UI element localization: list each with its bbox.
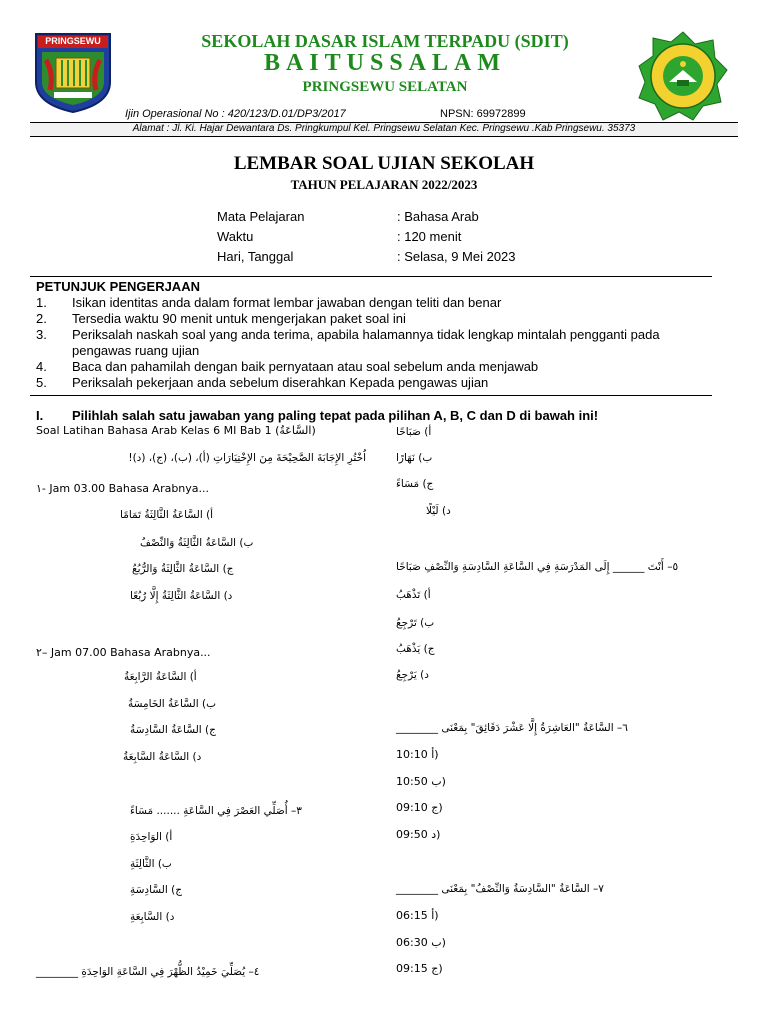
petunjuk-item: Tersedia waktu 90 menit untuk mengerjakan paket soal ini [72,311,406,326]
instruction-arabic: اُخْتُرِ الإِجَابَةَ الصَّحِيْحَةَ مِنَ الإِخْتِيَارَاتِ (أ)، (ب)، (ج)، (د)! [128,452,366,464]
q6-value-d: 09:50 [396,828,428,841]
q6-letter-a: أ) [431,748,439,761]
npsn: NPSN: 69972899 [440,108,526,120]
q5-option-b: ب) تَرْجِعُ [396,617,435,629]
page-subtitle: TAHUN PELAJARAN 2022/2023 [290,177,478,192]
q6-option-a [396,748,439,761]
page-title: LEMBAR SOAL UJIAN SEKOLAH [233,153,535,174]
q7-value-c: 09:15 [396,962,428,975]
q6-value-a: 10:10 [396,748,428,761]
q1-option-d: د) السَّاعَةُ الثَّالِثَةُ إِلَّا رُبُعًا [130,590,233,602]
q3-option-c: ج) السَّادِسَةِ [130,884,182,896]
section-number: I. [36,408,44,423]
q6-letter-b: ب) [431,775,446,788]
q4-option-a: أ) صَبَاحًا [396,426,432,438]
q2-option-d: د) السَّاعَةُ السَّابِعَةُ [123,751,202,763]
address-bar: Alamat : Jl. Ki. Hajar Dewantara Ds. Pringkumpul Kel. Pringsewu Selatan Kec. Pringsewu .Kab Pringsewu. 35373 [30,122,738,137]
info-value-time: : 120 menit [397,229,462,244]
q6-option-c [396,801,443,814]
pringsewu-logo [32,30,114,114]
q7-option-c [396,962,443,975]
question-6: ٦– السَّاعَةُ "العَاشِرَةُ إِلَّا عَشْرَ دَقَائِقَ" بِمَعْنَى ________ [396,722,628,734]
logo-left-label: PRINGSEWU [45,36,101,46]
q7-value-b: 06:30 [396,936,428,949]
q1-option-a: أ) السَّاعَةُ الثَّالِثَةُ تَمَامًا [120,509,214,521]
question-7: ٧– السَّاعَةُ "السَّادِسَةُ وَالنِّصْفُ" بِمَعْنَى ________ [396,883,604,895]
school-type: SEKOLAH DASAR ISLAM TERPADU (SDIT) [201,31,569,51]
q3-option-d: د) السَّابِعَةِ [130,911,175,923]
q7-option-a [396,909,439,922]
q7-letter-b: ب) [431,936,446,949]
q7-letter-a: أ) [431,909,439,922]
q1-option-b: ب) السَّاعَةُ الثَّالِثَةُ وَالنِّصْفُ [140,537,254,549]
q7-option-b [396,936,446,949]
info-label-date: Hari, Tanggal [217,249,294,264]
q7-value-a: 06:15 [396,909,428,922]
ijin-operasional: Ijin Operasional No : 420/123/D.01/DP3/2017 [125,108,346,120]
q5-option-a: أ) تَذْهَبُ [396,589,431,601]
section-instruction: Pilihlah salah satu jawaban yang paling tepat pada pilihan A, B, C dan D di bawah ini! [72,408,599,423]
q2-option-a: أ) السَّاعَةُ الرَّابِعَةُ [124,671,197,683]
divider-bottom [30,395,712,396]
q6-value-b: 10:50 [396,775,428,788]
divider-top [30,276,712,277]
q5-option-c: ج) يَذْهَبُ [396,643,435,655]
petunjuk-num: 4. [36,359,47,374]
q7-letter-c: ج) [431,962,443,975]
info-value-subject: : Bahasa Arab [397,209,479,224]
q6-letter-d: د) [431,828,441,841]
petunjuk-item: Periksalah naskah soal yang anda terima, apabila halamannya tidak lengkap mintalah pengganti pada pengawas ruang ujian [72,327,660,358]
q2-option-b: ب) السَّاعَةُ الخَامِسَةُ [128,698,216,710]
q4-option-d: د) لَيْلًا [426,505,451,517]
q5-option-d: د) يَرْجِعُ [396,669,429,681]
school-name: BAITUSSALAM [263,50,507,76]
petunjuk-num: 1. [36,295,47,310]
question-1: ١- Jam 03.00 Bahasa Arabnya... [36,482,210,495]
info-label-time: Waktu [217,229,254,244]
petunjuk-num: 3. [36,327,47,342]
petunjuk-title: PETUNJUK PENGERJAAN [36,279,200,294]
info-label-subject: Mata Pelajaran [217,209,305,224]
question-3: ٣– أُصَلِّي العَصْرَ فِي السَّاعَةِ ....... مَسَاءً [130,805,302,817]
petunjuk-item: Periksalah pekerjaan anda sebelum diserahkan Kepada pengawas ujian [72,375,489,390]
petunjuk-item: Isikan identitas anda dalam format lembar jawaban dengan teliti dan benar [72,295,502,310]
q3-option-a: أ) الوَاحِدَةِ [130,831,173,843]
q4-option-b: ب) نَهَارًا [396,452,433,464]
question-5: ٥– أَنْتَ ______ إِلَى المَدْرَسَةِ فِي السَّاعَةِ السَّادِسَةِ وَالنِّصْفِ صَبَاحًا [396,561,679,573]
q4-option-c: ج) مَسَاءً [396,478,434,490]
intro-line: Soal Latihan Bahasa Arab Kelas 6 MI Bab 1 (السَّاعَةُ) [36,424,316,437]
q6-option-d [396,828,440,841]
petunjuk-num: 2. [36,311,47,326]
petunjuk-num: 5. [36,375,47,390]
petunjuk-item: Baca dan pahamilah dengan baik pernyataan atau soal sebelum anda menjawab [72,359,539,374]
question-2: ٢– Jam 07.00 Bahasa Arabnya... [36,646,211,659]
school-city: PRINGSEWU SELATAN [302,79,468,95]
sdit-baitussalam-logo [637,30,729,122]
q1-option-c: ج) السَّاعَةُ الثَّالِثَةُ وَالرُّبُعُ [132,563,234,575]
q2-option-c: ج) السَّاعَةُ السَّادِسَةُ [130,724,216,736]
q6-value-c: 09:10 [396,801,428,814]
q3-option-b: ب) الثَّالِثَةِ [130,858,172,870]
question-4: ٤– يُصَلِّيَ خَمِيْدُ الظُّهْرَ فِي السَّاعَةِ الوَاحِدَةِ ________ [36,966,260,978]
q6-option-b [396,775,446,788]
q6-letter-c: ج) [431,801,443,814]
info-value-date: : Selasa, 9 Mei 2023 [397,249,516,264]
